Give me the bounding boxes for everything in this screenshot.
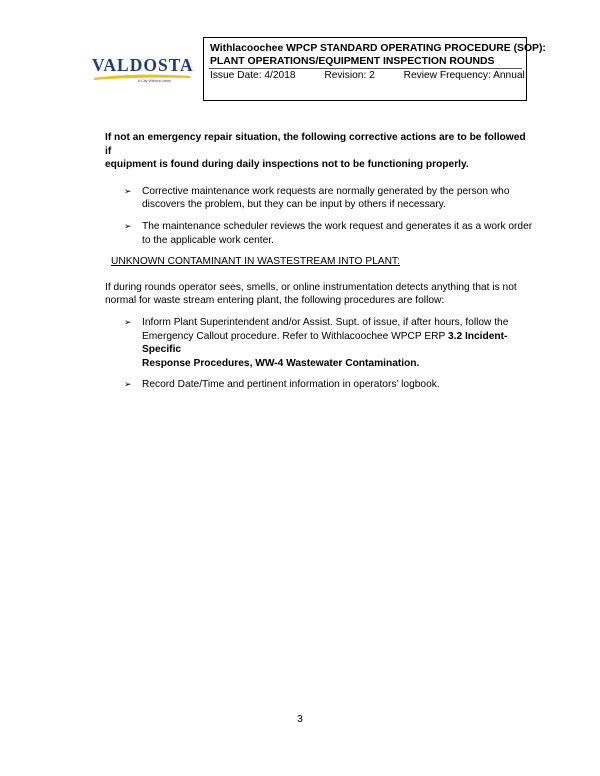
revision: Revision: 2	[324, 70, 375, 81]
arrow-bullet-icon: ➢	[124, 316, 132, 327]
logo-tagline: A City Without Limits	[138, 79, 171, 83]
section-heading-unknown-contaminant: UNKNOWN CONTAMINANT IN WASTESTREAM INTO PLANT:	[111, 256, 400, 268]
sop-title-line2: PLANT OPERATIONS/EQUIPMENT INSPECTION ROUNDS	[210, 56, 495, 67]
arrow-bullet-icon: ➢	[124, 220, 132, 231]
arrow-bullet-icon: ➢	[124, 185, 132, 196]
corrective-actions-intro: If not an emergency repair situation, the following corrective actions are to be followed if equipment is found during daily inspections not to be functioning properly.	[105, 132, 526, 171]
list-item: ➢ The maintenance scheduler reviews the work request and generates it as a work order to the applicable work center.	[124, 220, 533, 246]
document-body	[105, 131, 533, 400]
sop-title-line1: Withlacoochee WPCP STANDARD OPERATING PROCEDURE (SOP):	[210, 43, 546, 54]
sop-meta-row	[210, 70, 525, 81]
logo-wordmark: VALDOSTA	[92, 55, 194, 75]
header-divider	[209, 68, 522, 69]
contaminant-paragraph: If during rounds operator sees, smells, or online instrumentation detects anything that is not normal for waste stream entering plant, the following procedures are follow:	[105, 281, 517, 307]
arrow-bullet-icon: ➢	[124, 379, 132, 390]
list-item: ➢ Inform Plant Superintendent and/or Assist. Supt. of issue, if after hours, follow the Emergency Callout procedure. Refer to Withlacoochee WPCP ERP 3.2 Incident-Specific Response Procedures, WW-4 Wastewater Contamination.	[124, 316, 509, 369]
issue-date: Issue Date: 4/2018	[210, 70, 296, 81]
sop-title	[210, 42, 546, 68]
list-item: ➢ Record Date/Time and pertinent information in operators’ logbook.	[124, 379, 440, 391]
sop-header-box	[203, 37, 546, 101]
valdosta-logo	[92, 52, 192, 90]
list-item: ➢ Corrective maintenance work requests are normally generated by the person who discovers the problem, but they can be input by others if necessary.	[124, 185, 510, 211]
page-number: 3	[297, 714, 303, 725]
review-frequency: Review Frequency: Annual	[403, 70, 525, 81]
